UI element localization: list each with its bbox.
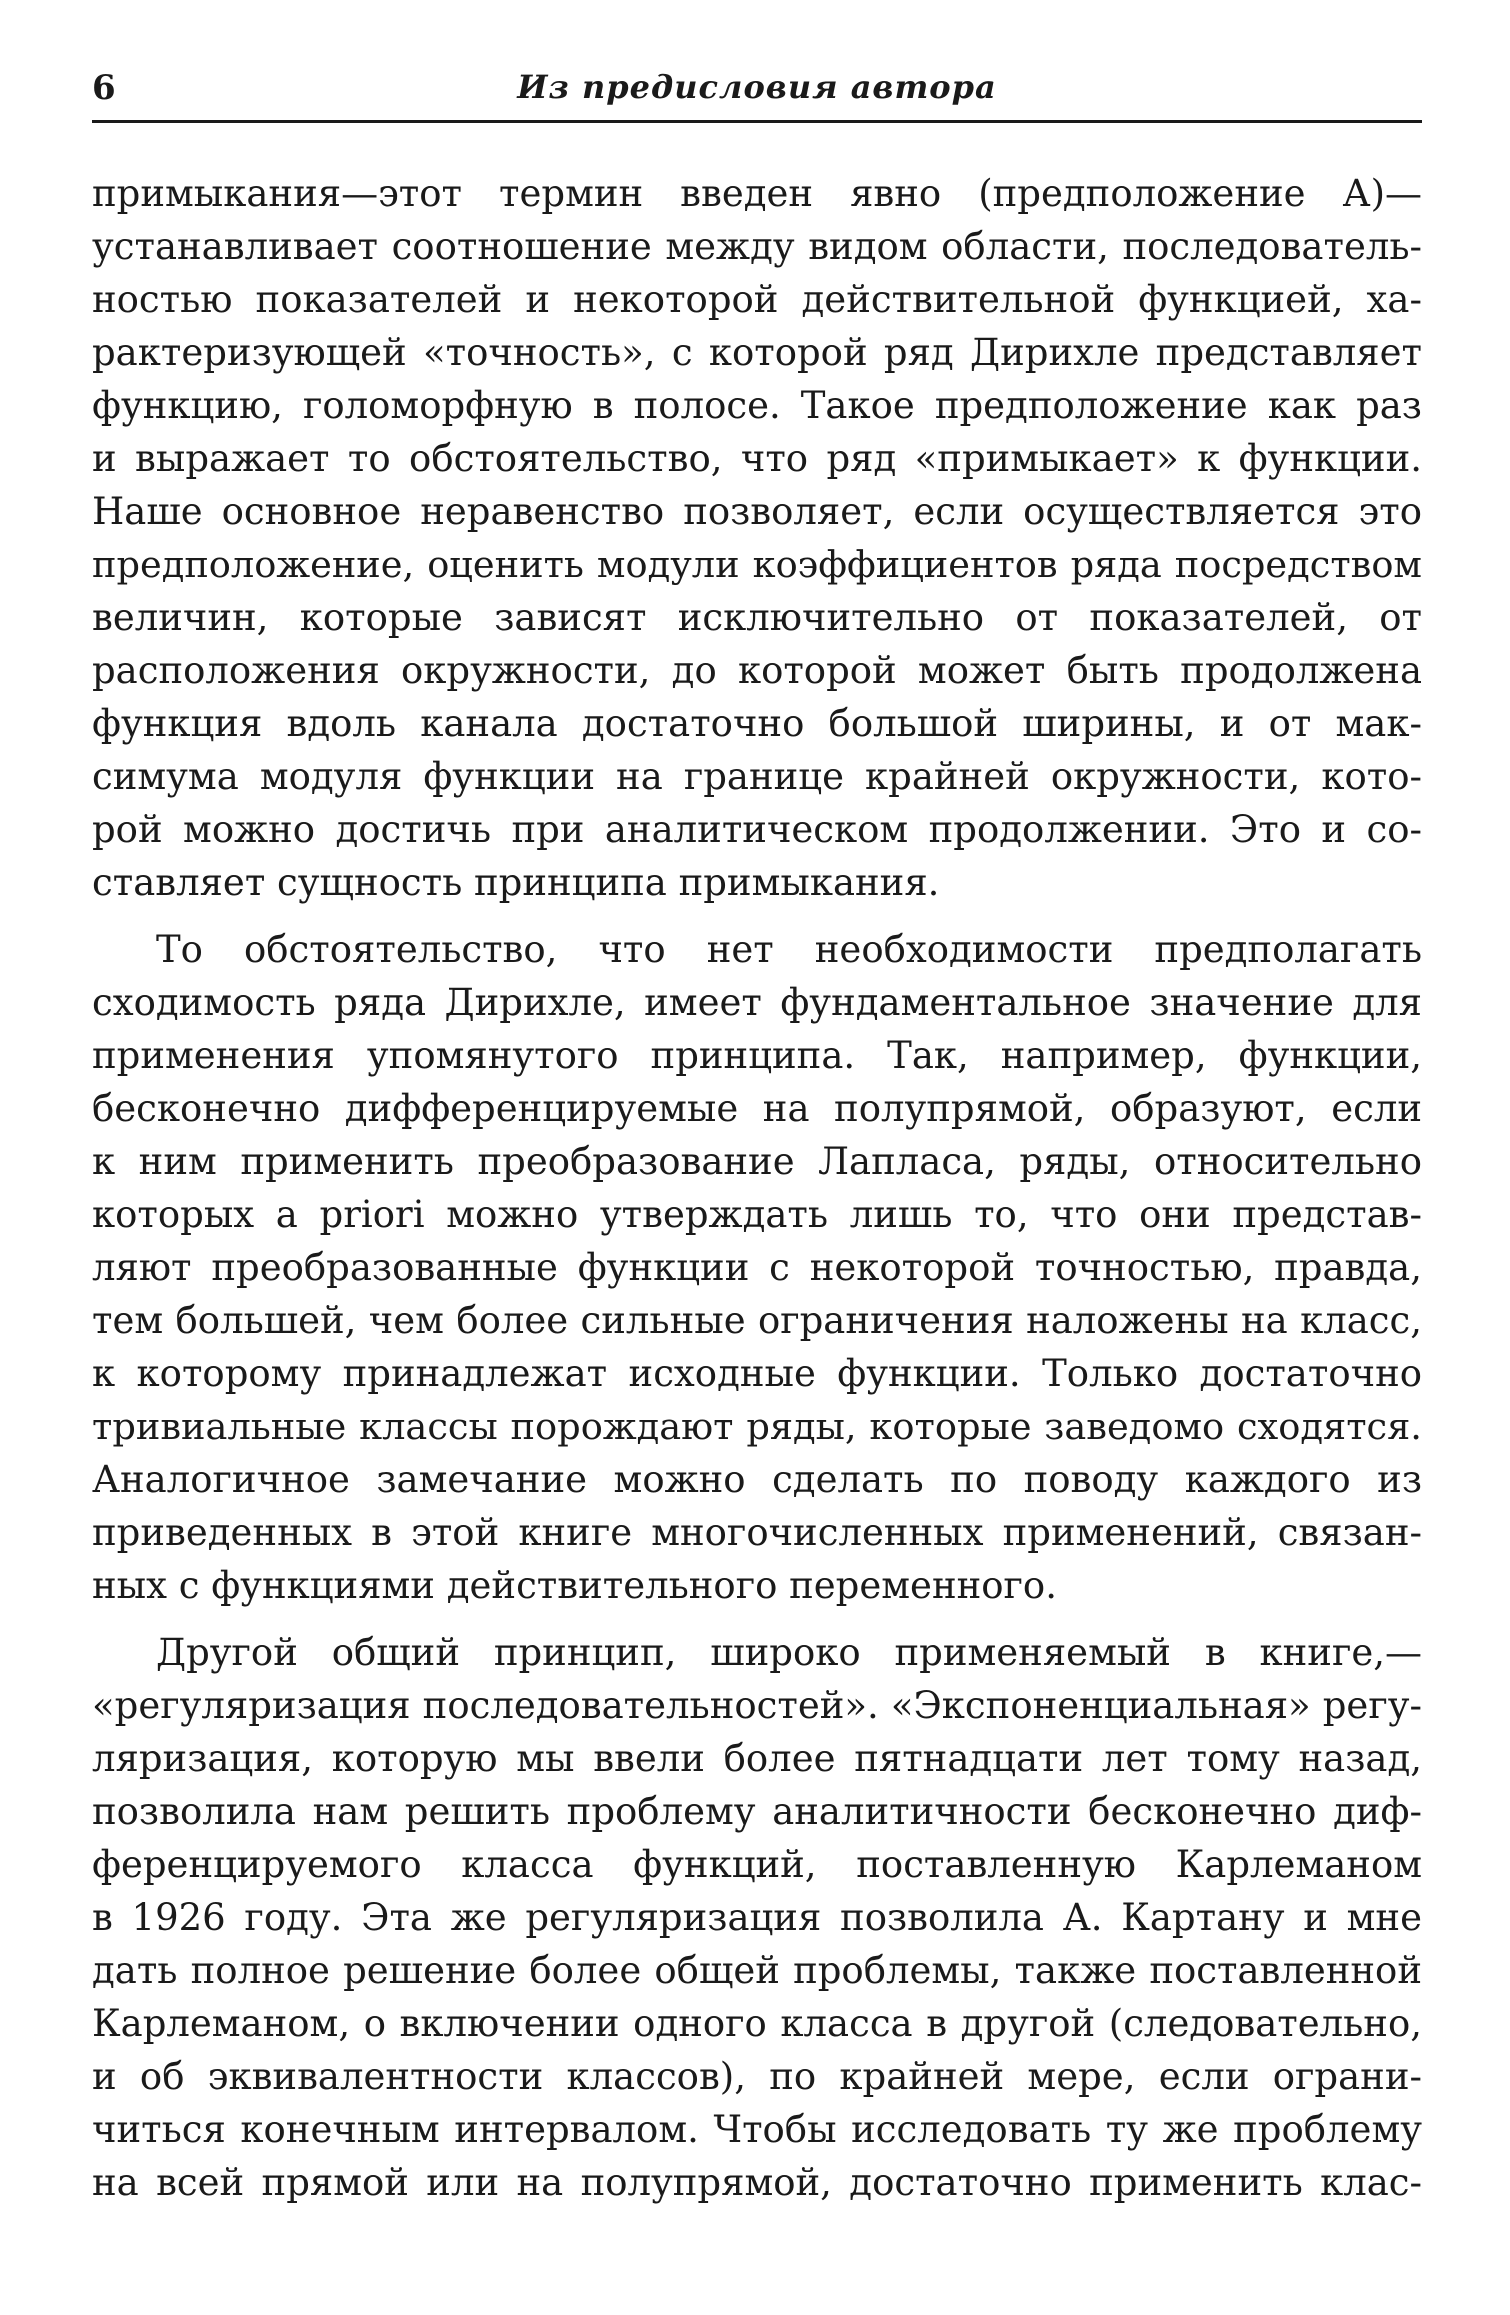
text-line: Аналогичное замечание можно сделать по поводу каждого из <box>92 1458 1422 1501</box>
text-line: рой можно достичь при аналитическом продолжении. Это и со- <box>92 808 1422 851</box>
text-line: тем большей, чем более сильные ограничения наложены на класс, <box>92 1299 1422 1342</box>
text-line: позволила нам решить проблему аналитичности бесконечно диф- <box>92 1790 1422 1833</box>
text-line: Наше основное неравенство позволяет, если осуществляется это <box>92 490 1422 533</box>
text-line: читься конечным интервалом. Чтобы исследовать ту же проблему <box>92 2108 1422 2151</box>
body-text <box>92 167 1422 2209</box>
text-line: расположения окружности, до которой может быть продолжена <box>92 649 1422 692</box>
text-line: величин, которые зависят исключительно от показателей, от <box>92 596 1422 639</box>
text-line: к которому принадлежат исходные функции. Только достаточно <box>92 1352 1422 1395</box>
text-line: тривиальные классы порождают ряды, которые заведомо сходятся. <box>92 1405 1422 1448</box>
text-line: к ним применить преобразование Лапласа, ряды, относительно <box>92 1140 1422 1183</box>
text-line: бесконечно дифференцируемые на полупрямой, образуют, если <box>92 1087 1422 1130</box>
text-line: ляют преобразованные функции с некоторой точностью, правда, <box>92 1246 1422 1289</box>
text-line: рактеризующей «точность», с которой ряд Дирихле представляет <box>92 331 1422 374</box>
text-line: устанавливает соотношение между видом области, последователь- <box>92 225 1422 268</box>
paragraph-3 <box>92 1626 1422 2209</box>
paragraph-2 <box>92 923 1422 1612</box>
text-line: сходимость ряда Дирихле, имеет фундаментальное значение для <box>92 981 1422 1024</box>
book-page <box>92 60 1422 2270</box>
text-line: ставляет сущность принципа примыкания. <box>92 861 940 904</box>
text-line: в 1926 году. Эта же регуляризация позволила А. Картану и мне <box>92 1896 1422 1939</box>
running-head <box>92 60 1422 123</box>
text-line: ляризация, которую мы ввели более пятнадцати лет тому назад, <box>92 1737 1422 1780</box>
text-line: функция вдоль канала достаточно большой ширины, и от мак- <box>92 702 1422 745</box>
text-line: функцию, голоморфную в полосе. Такое предположение как раз <box>92 384 1422 427</box>
text-line: ных с функциями действительного переменного. <box>92 1564 1057 1607</box>
text-line: «регуляризация последовательностей». «Экспоненциальная» регу- <box>92 1684 1422 1727</box>
text-line: которых a priori можно утверждать лишь то, что они представ- <box>92 1193 1422 1236</box>
text-line: дать полное решение более общей проблемы, также поставленной <box>92 1949 1422 1992</box>
running-title: Из предисловия автора <box>517 68 997 106</box>
page-number: 6 <box>92 68 116 108</box>
text-line: на всей прямой или на полупрямой, достаточно применить клас- <box>92 2161 1422 2204</box>
text-line: Другой общий принцип, широко применяемый в книге,— <box>156 1631 1422 1674</box>
text-line: То обстоятельство, что нет необходимости предполагать <box>156 928 1422 971</box>
paragraph-1 <box>92 167 1422 909</box>
text-line: и выражает то обстоятельство, что ряд «примыкает» к функции. <box>92 437 1422 480</box>
text-line: ференцируемого класса функций, поставленную Карлеманом <box>92 1843 1422 1886</box>
text-line: ностью показателей и некоторой действительной функцией, ха- <box>92 278 1422 321</box>
text-line: применения упомянутого принципа. Так, например, функции, <box>92 1034 1422 1077</box>
text-line: примыкания—этот термин введен явно (предположение А)— <box>92 172 1422 215</box>
text-line: предположение, оценить модули коэффициентов ряда посредством <box>92 543 1422 586</box>
text-line: и об эквивалентности классов), по крайней мере, если ограни- <box>92 2055 1422 2098</box>
text-line: симума модуля функции на границе крайней окружности, кото- <box>92 755 1422 798</box>
text-line: Карлеманом, о включении одного класса в другой (следовательно, <box>92 2002 1422 2045</box>
text-line: приведенных в этой книге многочисленных применений, связан- <box>92 1511 1422 1554</box>
